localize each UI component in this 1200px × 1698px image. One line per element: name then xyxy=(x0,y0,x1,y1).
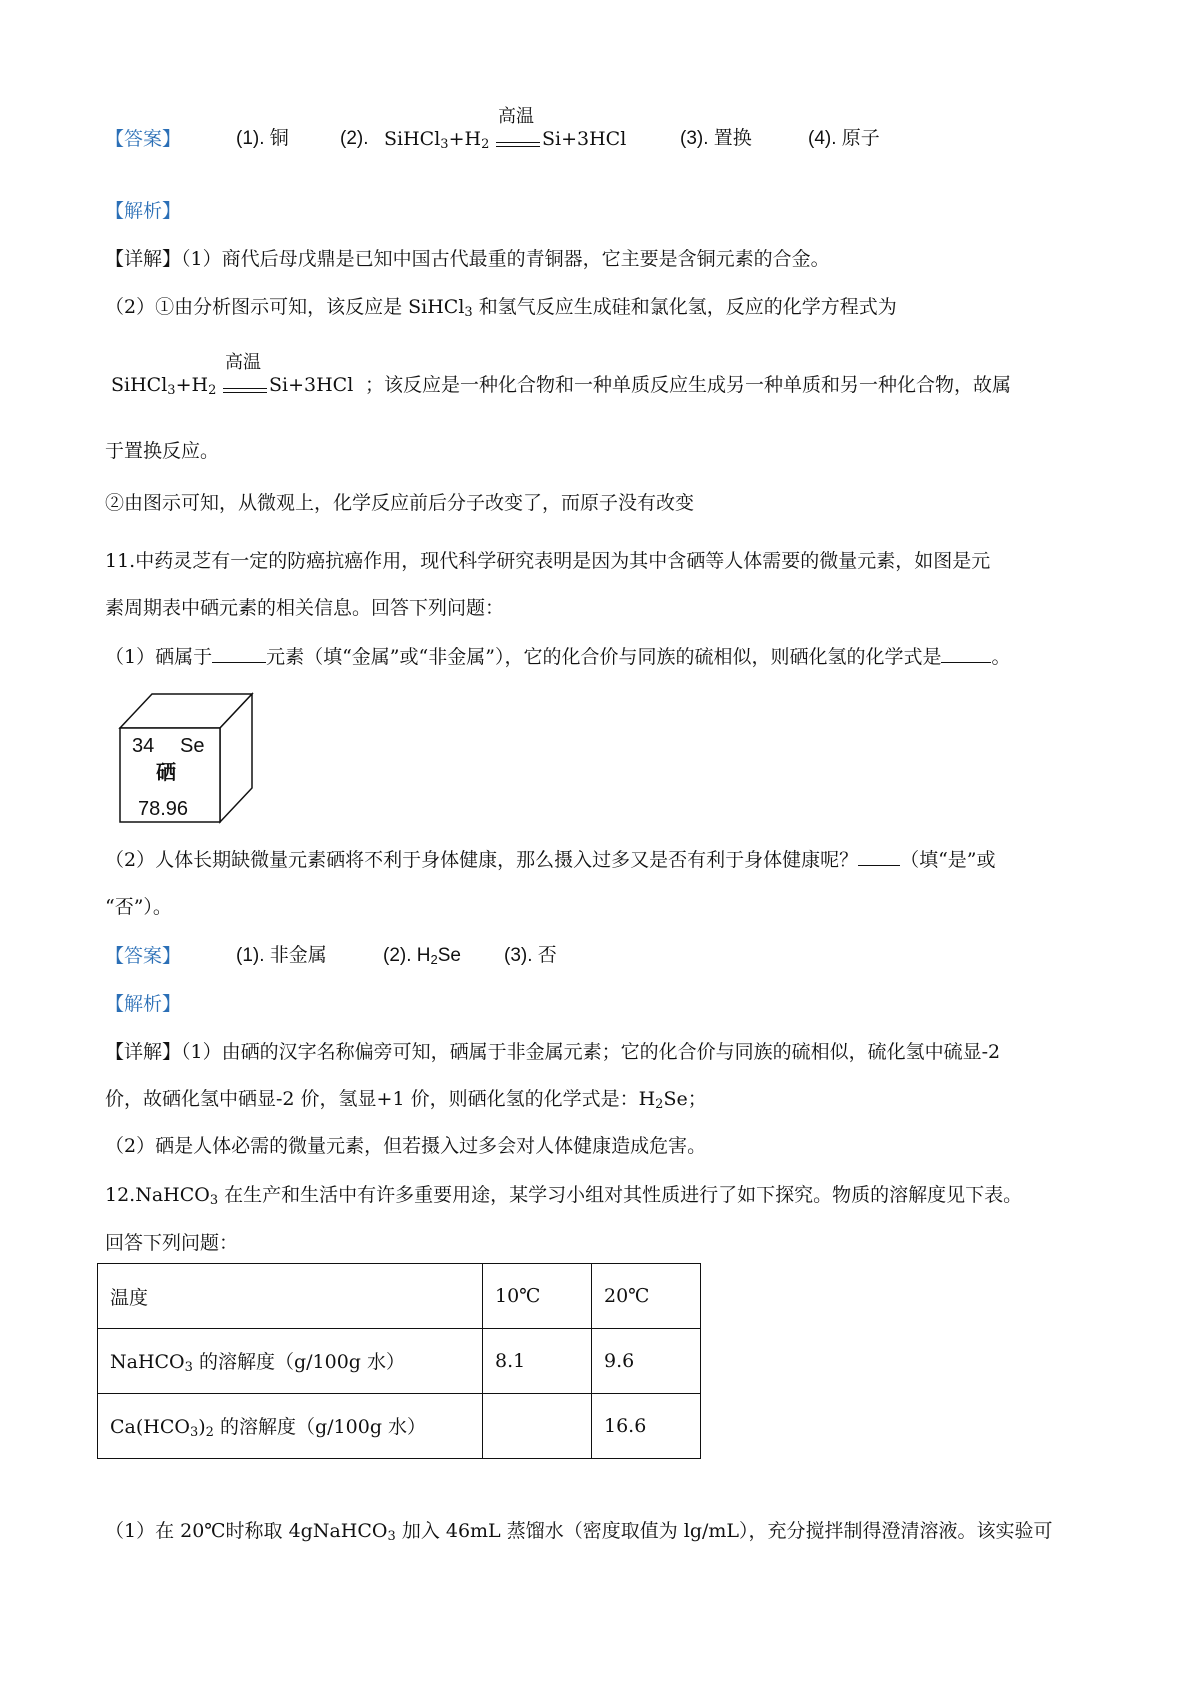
q12-stem-line-1: 12.NaHCO$_3$ 在生产和生活中有许多重要用途，某学习小组对其性质进行了如下探究。物质的溶解度见下表。 xyxy=(105,1184,1023,1208)
table-row xyxy=(98,1264,701,1329)
q11-part-2: （2）人体长期缺微量元素硒将不利于身体健康，那么摄入过多又是否有利于身体健康呢？ （填“是”或 xyxy=(105,849,996,871)
analysis-tag: 【解析】 xyxy=(105,200,182,222)
q11-stem-line-2: 素周期表中硒元素的相关信息。回答下列问题： xyxy=(105,597,505,619)
answer-3: (3). 置换 xyxy=(680,128,752,149)
q11-part-2-end: “否”）。 xyxy=(105,896,172,918)
atomic-number: 34 xyxy=(132,735,155,757)
table-row xyxy=(98,1329,701,1394)
table-cell: NaHCO$_3$ 的溶解度（g/100g 水） xyxy=(98,1329,483,1394)
q11-detail-1a: 【详解】（1）由硒的汉字名称偏旁可知，硒属于非金属元素；它的化合价与同族的硫相似，硫化氢中硫显-2 xyxy=(105,1041,1001,1063)
element-symbol: Se xyxy=(180,735,205,757)
q11-answer-tag: 【答案】 xyxy=(105,945,182,967)
answer-tag: 【答案】 xyxy=(105,128,182,150)
q11-detail-1b: 价，故硒化氢中硒显-2 价，氢显+1 价，则硒化氢的化学式是：$H_2Se$； xyxy=(105,1088,707,1112)
q11-analysis-tag: 【解析】 xyxy=(105,993,182,1015)
chemical-equation: $SiHCl_3+H_2$ 高温 Si+3HCl xyxy=(384,116,644,160)
table-cell xyxy=(483,1394,592,1459)
q12-stem-line-2: 回答下列问题： xyxy=(105,1232,239,1254)
q11-stem-line-1: 11.中药灵芝有一定的防癌抗癌作用，现代科学研究表明是因为其中含硒等人体需要的微量元素，如图是元 xyxy=(105,550,991,572)
reaction-condition: 高温 xyxy=(498,106,534,127)
q11-answer-1: (1). 非金属 xyxy=(236,945,327,966)
table-cell: 20℃ xyxy=(592,1264,701,1329)
atomic-mass: 78.96 xyxy=(138,798,189,820)
table-cell: 8.1 xyxy=(483,1329,592,1394)
equals-sign xyxy=(496,142,540,147)
answer-blank xyxy=(941,645,991,663)
table-cell: 10℃ xyxy=(483,1264,592,1329)
q12-part-1: （1）在 20℃时称取 4gNaHCO$_3$ 加入 46mL 蒸馏水（密度取值为 lg/mL），充分搅拌制得澄清溶液。该实验可 xyxy=(105,1520,1053,1544)
answer-blank xyxy=(858,848,900,866)
detail-2-continued: ；该反应是一种化合物和一种单质反应生成另一种单质和另一种化合物，故属 xyxy=(365,374,1012,396)
answer-blank xyxy=(212,645,266,663)
element-name: 硒 xyxy=(156,760,176,784)
answer-4: (4). 原子 xyxy=(808,128,880,149)
detail-3: ②由图示可知，从微观上，化学反应前后分子改变了，而原子没有改变 xyxy=(105,492,695,514)
detail-2-end: 于置换反应。 xyxy=(105,440,220,462)
answer-1: (1). 铜 xyxy=(236,128,289,149)
q11-part-1: （1）硒属于 元素（填“金属”或“非金属”），它的化合价与同族的硫相似，则硒化氢的化学式是 。 xyxy=(105,646,1011,668)
answer-2-number: (2). xyxy=(340,128,369,149)
q11-answer-3: (3). 否 xyxy=(504,945,557,966)
solubility-table xyxy=(97,1263,701,1459)
table-row xyxy=(98,1394,701,1459)
detail-2: （2）①由分析图示可知，该反应是 SiHCl$_3$ 和氢气反应生成硅和氯化氢，反应的化学方程式为 xyxy=(105,296,897,320)
q11-detail-2: （2）硒是人体必需的微量元素，但若摄入过多会对人体健康造成危害。 xyxy=(105,1135,707,1157)
table-cell: 9.6 xyxy=(592,1329,701,1394)
table-cell: $Ca(HCO_3)_2$ 的溶解度（g/100g 水） xyxy=(98,1394,483,1459)
detail-1: 【详解】（1）商代后母戊鼎是已知中国古代最重的青铜器，它主要是含铜元素的合金。 xyxy=(105,248,830,270)
chemical-equation-2: $SiHCl_3+H_2$ 高温 Si+3HCl xyxy=(111,352,354,398)
q11-answer-2: (2). $H_2Se$ xyxy=(383,945,461,967)
table-cell: 16.6 xyxy=(592,1394,701,1459)
table-cell: 温度 xyxy=(98,1264,483,1329)
